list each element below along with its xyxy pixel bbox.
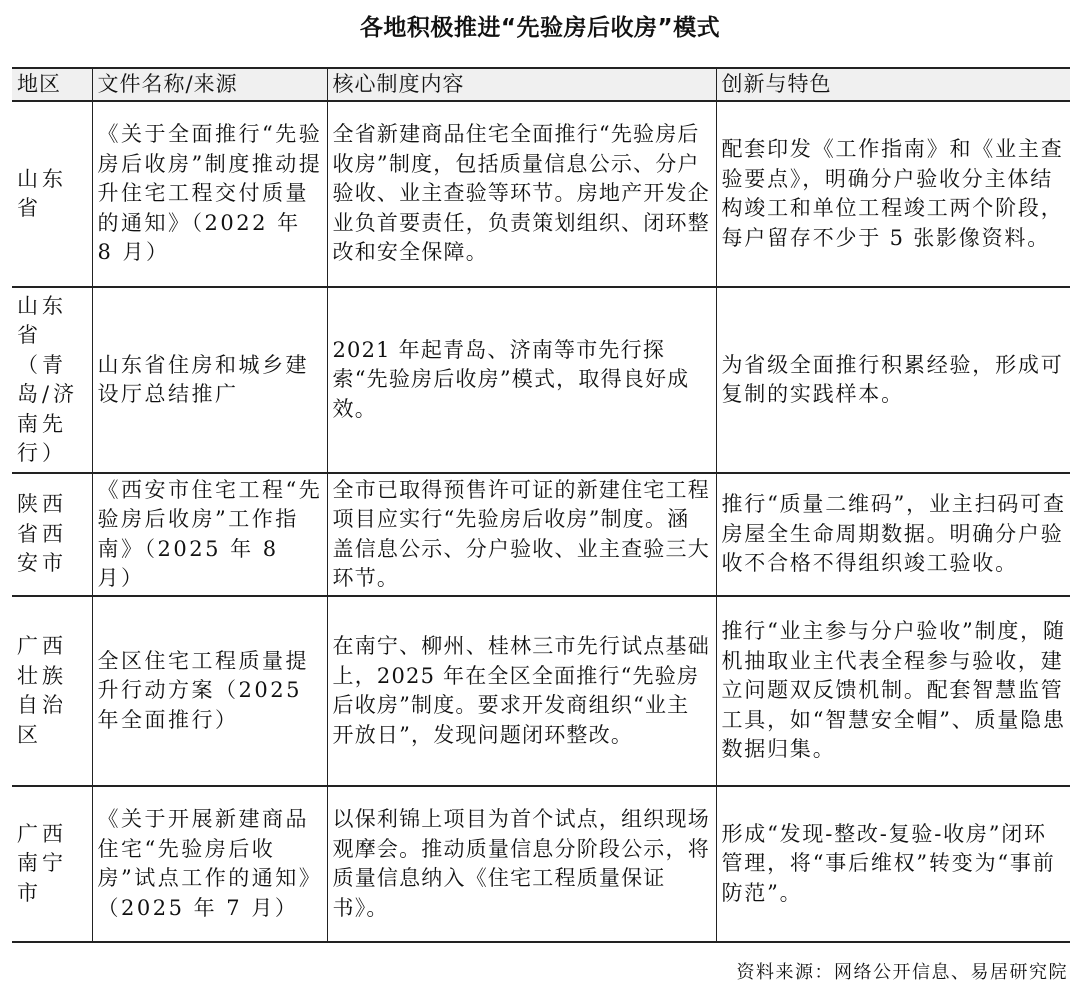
- header-document: 文件名称/来源: [92, 68, 327, 101]
- table-row: [12, 101, 1070, 287]
- cell-region: 陕西省西安市: [12, 473, 92, 596]
- source-note: 资料来源：网络公开信息、易居研究院: [736, 962, 1068, 983]
- cell-region: 广西壮族自治区: [12, 596, 92, 786]
- cell-content: 全市已取得预售许可证的新建住宅工程项目应实行“先验房后收房”制度。涵盖信息公示、分户验收、业主查验三大环节。: [327, 473, 716, 596]
- cell-region: 山东省（青岛/济南先行）: [12, 287, 92, 473]
- cell-content: 2021 年起青岛、济南等市先行探索“先验房后收房”模式，取得良好成效。: [327, 287, 716, 473]
- cell-content: 在南宁、柳州、桂林三市先行试点基础上，2025 年在全区全面推行“先验房后收房”制度。要求开发商组织“业主开放日”，发现问题闭环整改。: [327, 596, 716, 786]
- page-title: 各地积极推进“先验房后收房”模式: [359, 15, 721, 41]
- table-row: [12, 786, 1070, 942]
- cell-document: 山东省住房和城乡建设厅总结推广: [92, 287, 327, 473]
- cell-feature: 配套印发《工作指南》和《业主查验要点》，明确分户验收分主体结构竣工和单位工程竣工两个阶段，每户留存不少于 5 张影像资料。: [716, 101, 1070, 287]
- cell-feature: 为省级全面推行积累经验，形成可复制的实践样本。: [716, 287, 1070, 473]
- table-header-row: [12, 68, 1070, 101]
- cell-region: 山东省: [12, 101, 92, 287]
- table-row: [12, 473, 1070, 596]
- cell-document: 全区住宅工程质量提升行动方案（2025 年全面推行）: [92, 596, 327, 786]
- cell-document: 《西安市住宅工程“先验房后收房”工作指南》（2025 年 8 月）: [92, 473, 327, 596]
- cell-feature: 形成“发现-整改-复验-收房”闭环管理，将“事后维权”转变为“事前防范”。: [716, 786, 1070, 942]
- cell-content: 全省新建商品住宅全面推行“先验房后收房”制度，包括质量信息公示、分户验收、业主查验等环节。房地产开发企业负首要责任，负责策划组织、闭环整改和安全保障。: [327, 101, 716, 287]
- cell-feature: 推行“业主参与分户验收”制度，随机抽取业主代表全程参与验收，建立问题双反馈机制。配套智慧监管工具，如“智慧安全帽”、质量隐患数据归集。: [716, 596, 1070, 786]
- table-row: [12, 596, 1070, 786]
- header-region: 地区: [12, 68, 92, 101]
- table-row: [12, 287, 1070, 473]
- cell-document: 《关于开展新建商品住宅“先验房后收房”试点工作的通知》（2025 年 7 月）: [92, 786, 327, 942]
- cell-region: 广西南宁市: [12, 786, 92, 942]
- cell-feature: 推行“质量二维码”，业主扫码可查房屋全生命周期数据。明确分户验收不合格不得组织竣工验收。: [716, 473, 1070, 596]
- policy-table: [12, 67, 1070, 943]
- header-feature: 创新与特色: [716, 68, 1070, 101]
- cell-document: 《关于全面推行“先验房后收房”制度推动提升住宅工程交付质量的通知》（2022 年 8 月）: [92, 101, 327, 287]
- cell-content: 以保利锦上项目为首个试点，组织现场观摩会。推动质量信息分阶段公示，将质量信息纳入《住宅工程质量保证书》。: [327, 786, 716, 942]
- header-content: 核心制度内容: [327, 68, 716, 101]
